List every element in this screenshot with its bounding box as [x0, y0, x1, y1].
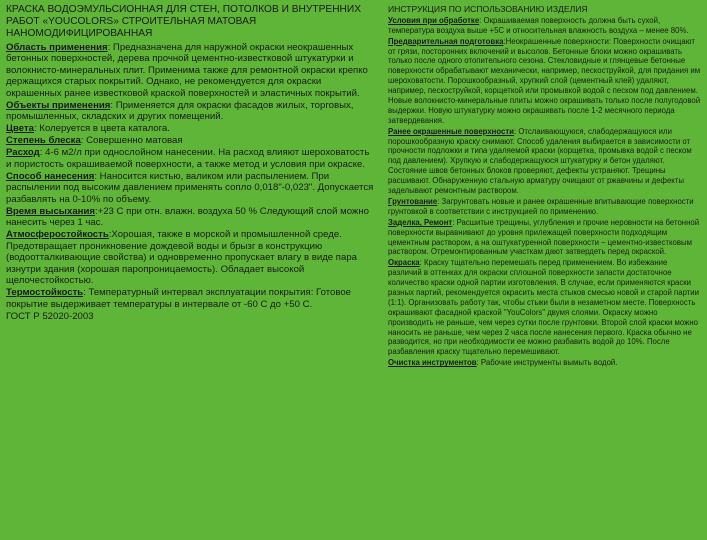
- instructions-column: [388, 4, 702, 369]
- section-text: : Наносится кистью, валиком или распылением. При распылении под высоким давлением применять сопло 0,018"-0,023". Допускается разбавлять на 0-10% по объему.: [6, 170, 374, 205]
- section-heading: Заделка, Ремонт: [388, 217, 453, 227]
- left-section: [6, 135, 376, 147]
- section-heading: Атмосферостойкость: [6, 229, 109, 241]
- section-text: :Хорошая, также в морской и промышленной среде. Предотвращает проникновение дождевой воды и брызг в конструкцию (водоотталкивающие свойства) и одновременно пропускает влагу в виде пара изнутри здания (хорошая паропроницаемость). Обладает высокой щелочестойкостью.: [6, 229, 357, 287]
- standard-reference: ГОСТ Р 52020-2003: [6, 310, 94, 322]
- section-heading: Объекты применения: [6, 99, 111, 111]
- left-section: [6, 147, 376, 170]
- section-heading: Степень блеска: [6, 135, 81, 147]
- section-heading: Очистка инструментов: [388, 358, 477, 368]
- left-section: [6, 206, 376, 229]
- section-text: : Рабочие инструменты вымыть водой.: [476, 358, 618, 368]
- left-section: [6, 100, 376, 123]
- section-text: : Совершенно матовая: [80, 135, 183, 147]
- right-section: [388, 197, 702, 217]
- left-section: [6, 42, 376, 100]
- section-heading: Время высыхания: [6, 205, 95, 217]
- section-text: :Неокрашенные поверхности: Поверхности очищают от грязи, посторонних включений и высолов. Бетонные блоки можно окрашивать только после одного отопительного сезона. Стекловидные и глянцевые бетонные поверхности обрабатывают механически, например, пескоструйкой, для придания им шероховатости. Порошкообразный, хрупкий слой (цементный клей) удаляют, например, пескоструйкой, корщеткой или промывкой водой с песком под давлением. Новые волокнисто-минеральные плиты можно окрашивать только после полугодовой выдержки. Новую штукатурку можно окрашивать после 1-2 месячного периода затвердевания.: [388, 36, 701, 125]
- right-section: [388, 16, 702, 36]
- section-heading: Ранее окрашенные поверхности: [388, 126, 514, 136]
- section-text: : Загрунтовать новые и ранее окрашенные впитывающие поверхности грунтовкой в соответствии с инструкцией по применению.: [388, 196, 694, 216]
- section-heading: Способ нанесения: [6, 170, 95, 182]
- section-heading: Окраска: [388, 258, 420, 268]
- left-section: [6, 229, 376, 287]
- product-description-column: [6, 4, 376, 323]
- right-section: [388, 258, 702, 357]
- section-text: :+23 С при отн. влажн. воздуха 50 % Следующий слой можно нанесить через 1 час.: [6, 205, 369, 229]
- section-heading: Область применения: [6, 41, 108, 53]
- section-text: : Применяется для окраски фасадов жилых, торговых, промышленных, складских и других помещений.: [6, 99, 354, 123]
- right-section: [388, 218, 702, 258]
- product-properties: [6, 42, 376, 311]
- section-text: : Отслаивающуюся, слабодержащуюся или порошкообразную краску снимают. Способ удаления выбирается в зависимости от прочности подложки и типа удаляемой краски (корщетка, промывка водой с песком под давлением). Хрупкую и слабодержащуюся штукатурку и бетон удаляют. Состояние швов бетонных блоков проверяют, дефекты устраняют. Трещины расшивают. Обнаруженную стальную арматуру очищают от ржавчины и дефекты заделывают ремонтным раствором.: [388, 126, 692, 196]
- section-text: : Краску тщательно перемешать перед применением. Во избежание различий в оттенках для окраски сплошной поверхности запасти достаточное количество краски одной партии изготовления. В случае, если применяются краски разных партий, рекомендуется окрасить места стыков смесью новой и старой партии (1:1). Организовать работу так, чтобы стыки были в незаметном месте. Поверхность окрашивают фасадной краской "YouColors" двумя слоями. Окраску можно производить не раньше, чем через сутки после грунтовки. Второй слой краски можно наносить не раньше, чем через 2 часа после нанесения первого. Краска обычно не разводится, но при необходимости ее можно разбавить водой до 10%. После разбавления краску тщательно перемешивают.: [388, 258, 700, 357]
- product-title: КРАСКА ВОДОЭМУЛЬСИОННАЯ ДЛЯ СТЕН, ПОТОЛКОВ И ВНУТРЕННИХ РАБОТ «YOUCOLORS» СТРОИТЕЛЬНАЯ МАТОВАЯ НАНОМОДИФИЦИРОВАННАЯ: [6, 4, 362, 40]
- left-section: [6, 123, 376, 135]
- section-heading: Термостойкость: [6, 287, 84, 299]
- left-section: [6, 287, 376, 310]
- right-section: [388, 127, 702, 196]
- section-text: : Температурный интервал эксплуатации покрытия: Готовое покрытие выдерживает температуры в интервале от -60 С до +50 С.: [6, 287, 351, 310]
- section-text: : Колеруется в цвета каталога.: [34, 123, 170, 135]
- section-heading: Условия при обработке: [388, 15, 480, 25]
- instructions-title: ИНСТРУКЦИЯ ПО ИСПОЛЬЗОВАНИЮ ИЗДЕЛИЯ: [388, 4, 588, 14]
- right-section: [388, 37, 702, 126]
- left-section: [6, 171, 376, 206]
- instruction-steps: [388, 16, 702, 368]
- section-heading: Предварительная подготовка: [388, 36, 504, 46]
- section-text: : Окрашиваемая поверхность должна быть сухой, температура воздуха выше +5С и относительная влажность воздуха – менее 80%.: [388, 15, 689, 35]
- section-text: : Предназначена для наружной окраски неокрашенных бетонных поверхностей, дерева прочной цементно-известковой штукатурки и волокнисто-минеральных плит. Применима также для ремонтной окраски крепко держащихся старых покрытий. Однако, не рекомендуется для окраски окрашенных ранее известковой краской поверхностей и эластичных покрытий.: [6, 41, 368, 99]
- section-text: : Расшитые трещины, углубления и прочие неровности на бетонной поверхности выравнивают до уровня прилежащей поверхности подходящим цементным раствором, а на оштукатуренной поверхности – цементно-известковым раствором. Отремонтированным участкам дают затвердеть перед окраской.: [388, 217, 700, 257]
- section-heading: Грунтование: [388, 196, 438, 206]
- section-text: : 4-6 м2/л при однослойном нанесении. На расход влияют шероховатость и пористость окрашиваемой поверхности, а также метод и условия при окраске.: [6, 147, 370, 170]
- section-heading: Цвета: [6, 123, 35, 135]
- section-heading: Расход: [6, 147, 40, 159]
- right-section: [388, 358, 702, 368]
